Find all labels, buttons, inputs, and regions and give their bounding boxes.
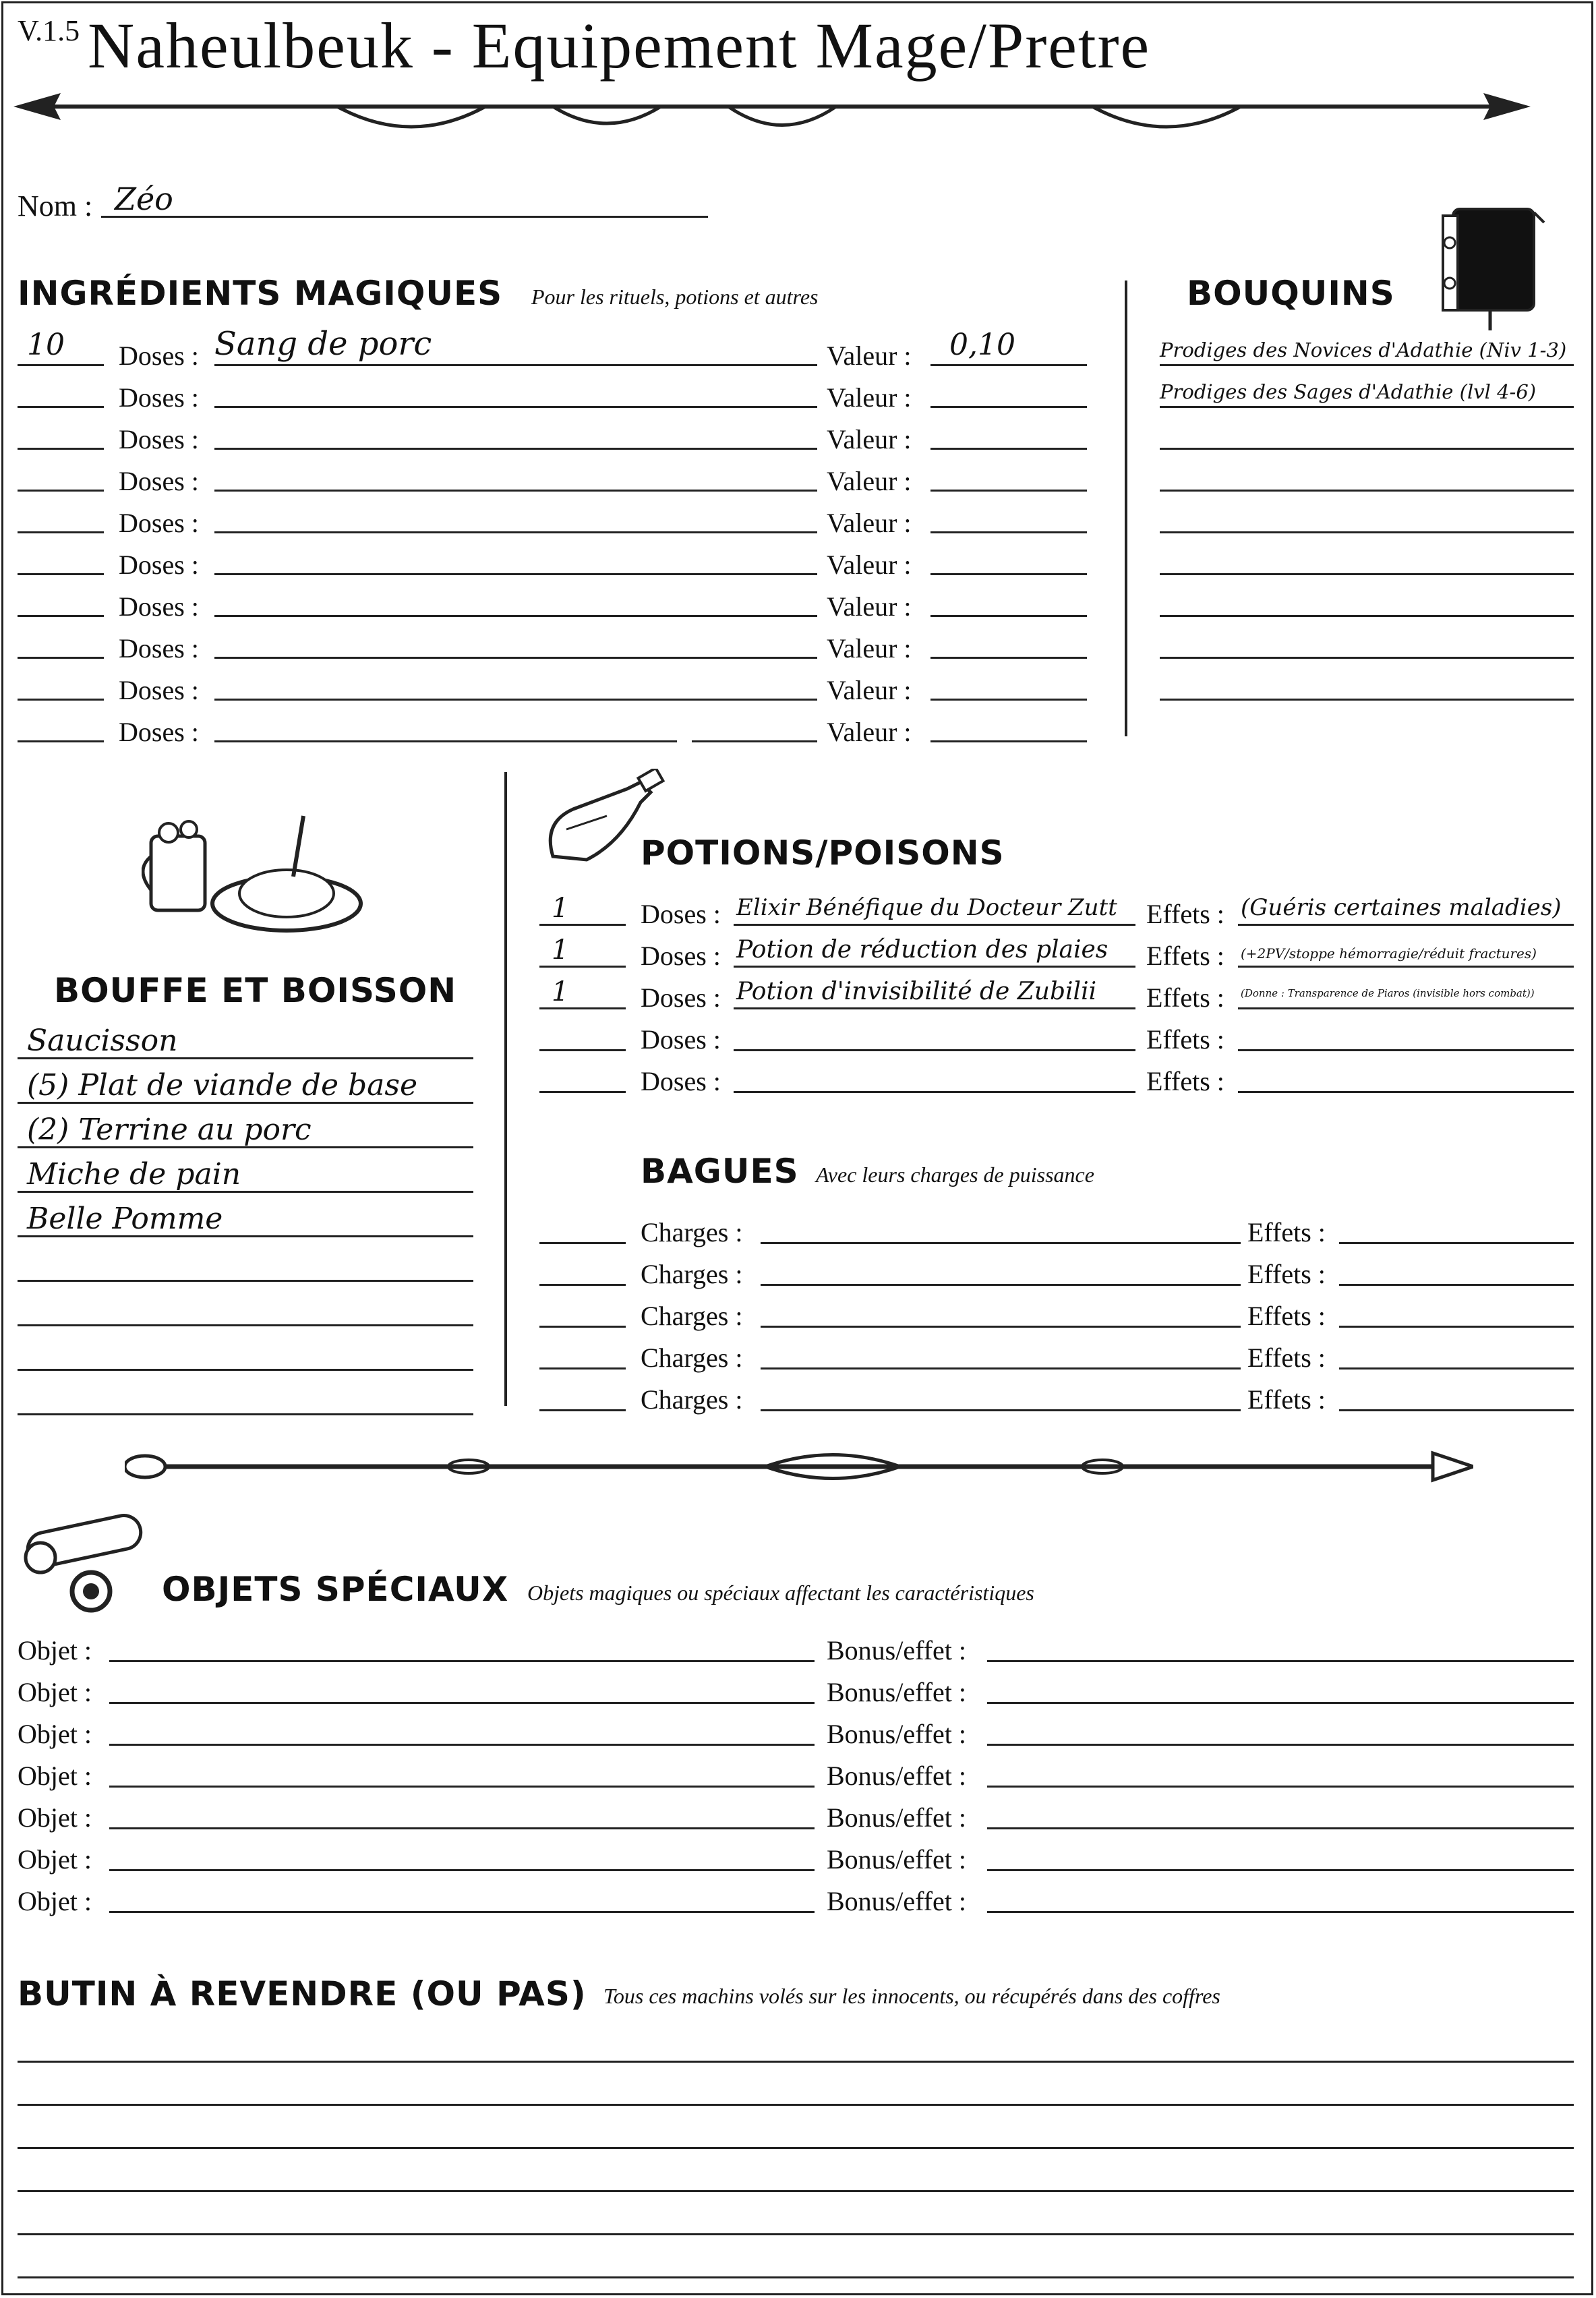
- ring-effect-field[interactable]: [1339, 1367, 1574, 1369]
- name-label: Nom :: [18, 189, 93, 223]
- spellbook-icon: [1436, 196, 1551, 330]
- potion-doses-label: Doses :: [641, 941, 721, 971]
- ingredient-value-field[interactable]: [930, 364, 1087, 366]
- object-field[interactable]: [109, 1827, 815, 1829]
- bonus-label: Bonus/effet :: [827, 1844, 967, 1875]
- book-line[interactable]: [1160, 490, 1574, 492]
- ingredient-doses-label: Doses :: [119, 633, 199, 664]
- potion-name-value[interactable]: Potion de réduction des plaies: [736, 936, 1109, 964]
- ingredient-name-field[interactable]: [214, 573, 817, 575]
- object-field[interactable]: [109, 1786, 815, 1788]
- ingredient-qty-value[interactable]: 10: [27, 328, 65, 362]
- potion-effect-value[interactable]: (+2PV/stoppe hémorragie/réduit fractures): [1241, 945, 1537, 962]
- ingredient-qty-field[interactable]: [18, 657, 104, 659]
- bonus-label: Bonus/effet :: [827, 1635, 967, 1666]
- object-label: Objet :: [18, 1677, 92, 1707]
- object-field[interactable]: [109, 1911, 815, 1913]
- ingredient-name-field[interactable]: [214, 699, 817, 701]
- ring-charges-label: Charges :: [641, 1301, 743, 1331]
- ingredient-qty-field[interactable]: [18, 531, 104, 533]
- potion-qty-value[interactable]: 1: [552, 893, 569, 924]
- object-label: Objet :: [18, 1886, 92, 1916]
- ingredient-value-field[interactable]: [930, 573, 1087, 575]
- ring-effect-field[interactable]: [1339, 1326, 1574, 1328]
- ingredient-value-field[interactable]: [930, 406, 1087, 408]
- ingredient-doses-label: Doses :: [119, 382, 199, 413]
- ring-effects-label: Effets :: [1247, 1259, 1326, 1289]
- object-label: Objet :: [18, 1761, 92, 1791]
- potion-doses-label: Doses :: [641, 1024, 721, 1055]
- ingredient-qty-field[interactable]: [18, 615, 104, 617]
- ring-effects-label: Effets :: [1247, 1384, 1326, 1415]
- potion-effects-label: Effets :: [1146, 1066, 1224, 1096]
- book-line[interactable]: [1160, 615, 1574, 617]
- ingredient-doses-label: Doses :: [119, 466, 199, 496]
- ingredient-value-label: Valeur :: [827, 382, 912, 413]
- potion-qty-field[interactable]: [539, 966, 626, 968]
- ingredient-doses-label: Doses :: [119, 675, 199, 705]
- ring-charges-label: Charges :: [641, 1217, 743, 1247]
- ingredient-name-value[interactable]: Sang de porc: [214, 325, 432, 363]
- ingredient-name-field[interactable]: [214, 740, 677, 742]
- ingredients-subtitle: Pour les rituels, potions et autres: [531, 285, 819, 309]
- ingredient-qty-field[interactable]: [18, 573, 104, 575]
- potion-doses-label: Doses :: [641, 1066, 721, 1096]
- food-line[interactable]: [18, 1280, 473, 1282]
- ingredient-value-label: Valeur :: [827, 508, 912, 538]
- ring-qty-field[interactable]: [539, 1242, 626, 1244]
- page-title: Naheulbeuk - Equipement Mage/Pretre: [88, 9, 1151, 82]
- book-line[interactable]: [1160, 573, 1574, 575]
- book-line[interactable]: [1160, 406, 1574, 408]
- potion-name-value[interactable]: Elixir Bénéfique du Docteur Zutt: [736, 894, 1117, 921]
- potion-name-field[interactable]: [734, 1049, 1135, 1051]
- food-item[interactable]: (5) Plat de viande de base: [27, 1068, 417, 1102]
- potion-effect-field[interactable]: [1238, 966, 1574, 968]
- version-label: V.1.5: [18, 14, 80, 47]
- potion-effect-value[interactable]: (Donne : Transparence de Piaros (invisible hors combat)): [1241, 987, 1535, 999]
- book-line[interactable]: [1160, 364, 1574, 366]
- ingredient-value-label: Valeur :: [827, 341, 912, 371]
- object-field[interactable]: [109, 1744, 815, 1746]
- ring-qty-field[interactable]: [539, 1409, 626, 1411]
- potion-doses-label: Doses :: [641, 982, 721, 1013]
- food-line[interactable]: [18, 1324, 473, 1326]
- bonus-label: Bonus/effet :: [827, 1677, 967, 1707]
- special-title: OBJETS SPÉCIAUX: [162, 1570, 509, 1609]
- ingredient-doses-label: Doses :: [119, 591, 199, 622]
- potion-qty-field[interactable]: [539, 1007, 626, 1009]
- ring-effects-label: Effets :: [1247, 1217, 1326, 1247]
- book-line[interactable]: [1160, 531, 1574, 533]
- name-value[interactable]: Zéo: [115, 181, 173, 217]
- ring-charges-label: Charges :: [641, 1384, 743, 1415]
- food-item[interactable]: Belle Pomme: [27, 1202, 223, 1236]
- ring-charges-label: Charges :: [641, 1259, 743, 1289]
- potion-name-field[interactable]: [734, 1091, 1135, 1093]
- food-line[interactable]: [18, 1413, 473, 1415]
- ingredient-name-field[interactable]: [214, 448, 817, 450]
- potion-effects-label: Effets :: [1146, 941, 1224, 971]
- ingredient-value-field[interactable]: [930, 490, 1087, 492]
- potion-qty-value[interactable]: 1: [552, 976, 569, 1007]
- name-field-line[interactable]: [101, 216, 708, 218]
- ring-charges-label: Charges :: [641, 1343, 743, 1373]
- ingredient-value-label: Valeur :: [827, 466, 912, 496]
- ingredient-doses-label: Doses :: [119, 424, 199, 454]
- ingredient-qty-field[interactable]: [18, 448, 104, 450]
- potion-qty-field[interactable]: [539, 1091, 626, 1093]
- potion-doses-label: Doses :: [641, 899, 721, 929]
- ingredient-qty-field[interactable]: [18, 699, 104, 701]
- loot-line[interactable]: [18, 2233, 1574, 2235]
- ingredient-value-label: Valeur :: [827, 675, 912, 705]
- food-title: BOUFFE ET BOISSON: [54, 971, 457, 1010]
- ring-effects-label: Effets :: [1247, 1343, 1326, 1373]
- ring-charges-field[interactable]: [761, 1242, 1241, 1244]
- potion-name-field[interactable]: [734, 1007, 1135, 1009]
- ingredient-doses-label: Doses :: [119, 508, 199, 538]
- bonus-field[interactable]: [987, 1786, 1574, 1788]
- ingredient-value-field[interactable]: [930, 531, 1087, 533]
- ingredient-value-field[interactable]: [930, 615, 1087, 617]
- potion-name-value[interactable]: Potion d'invisibilité de Zubilii: [736, 978, 1097, 1005]
- bonus-label: Bonus/effet :: [827, 1761, 967, 1791]
- object-field[interactable]: [109, 1702, 815, 1704]
- loot-title: BUTIN À REVENDRE (OU PAS): [18, 1974, 587, 2013]
- ingredient-value-value[interactable]: 0,10: [949, 328, 1015, 362]
- ingredient-doses-label: Doses :: [119, 717, 199, 747]
- potion-qty-field[interactable]: [539, 924, 626, 926]
- ingredient-doses-label: Doses :: [119, 550, 199, 580]
- object-field[interactable]: [109, 1869, 815, 1871]
- loot-line[interactable]: [18, 2061, 1574, 2063]
- book-line[interactable]: [1160, 699, 1574, 701]
- ring-qty-field[interactable]: [539, 1326, 626, 1328]
- ring-charges-field[interactable]: [761, 1284, 1241, 1286]
- potion-effect-field[interactable]: [1238, 924, 1574, 926]
- ingredient-value-label: Valeur :: [827, 424, 912, 454]
- ring-effect-field[interactable]: [1339, 1242, 1574, 1244]
- food-drink-icon: [142, 802, 371, 937]
- object-label: Objet :: [18, 1719, 92, 1749]
- food-line[interactable]: [18, 1369, 473, 1371]
- ingredient-name-field[interactable]: [214, 657, 817, 659]
- loot-line[interactable]: [18, 2190, 1574, 2192]
- food-item[interactable]: Miche de pain: [27, 1157, 241, 1191]
- staff-divider-icon: [125, 1443, 1473, 1497]
- bonus-label: Bonus/effet :: [827, 1719, 967, 1749]
- potion-effects-label: Effets :: [1146, 899, 1224, 929]
- object-label: Objet :: [18, 1635, 92, 1666]
- potion-effect-field[interactable]: [1238, 1049, 1574, 1051]
- bonus-label: Bonus/effet :: [827, 1802, 967, 1833]
- ring-effects-label: Effets :: [1247, 1301, 1326, 1331]
- ingredients-title: INGRÉDIENTS MAGIQUES: [18, 274, 503, 313]
- bonus-label: Bonus/effet :: [827, 1886, 967, 1916]
- ingredient-name-field[interactable]: [214, 615, 817, 617]
- scroll-ring-icon: [13, 1510, 162, 1625]
- ring-charges-field[interactable]: [761, 1409, 1241, 1411]
- bonus-field[interactable]: [987, 1660, 1574, 1662]
- ring-qty-field[interactable]: [539, 1367, 626, 1369]
- rings-title: BAGUES: [641, 1152, 799, 1191]
- potion-effect-field[interactable]: [1238, 1007, 1574, 1009]
- ingredient-value-label: Valeur :: [827, 550, 912, 580]
- ring-charges-field[interactable]: [761, 1326, 1241, 1328]
- object-label: Objet :: [18, 1844, 92, 1875]
- potion-name-field[interactable]: [734, 966, 1135, 968]
- bonus-field[interactable]: [987, 1702, 1574, 1704]
- potion-name-field[interactable]: [734, 924, 1135, 926]
- spear-divider-icon: [13, 86, 1531, 147]
- potions-title: POTIONS/POISONS: [641, 833, 1005, 873]
- bonus-field[interactable]: [987, 1911, 1574, 1913]
- ingredient-value-label: Valeur :: [827, 633, 912, 664]
- food-potions-divider: [504, 772, 507, 1406]
- book-line[interactable]: [1160, 657, 1574, 659]
- ring-charges-field[interactable]: [761, 1367, 1241, 1369]
- bonus-field[interactable]: [987, 1869, 1574, 1871]
- ingredient-value-field[interactable]: [930, 740, 1087, 742]
- potion-effects-label: Effets :: [1146, 982, 1224, 1013]
- book-title[interactable]: Prodiges des Novices d'Adathie (Niv 1-3): [1160, 338, 1567, 361]
- bonus-field[interactable]: [987, 1744, 1574, 1746]
- loot-line[interactable]: [18, 2104, 1574, 2106]
- loot-line[interactable]: [18, 2276, 1574, 2278]
- object-label: Objet :: [18, 1802, 92, 1833]
- ingredient-name-field[interactable]: [214, 364, 817, 366]
- ingredient-value-label: Valeur :: [827, 717, 912, 747]
- ingredient-name-field[interactable]: [214, 531, 817, 533]
- ingredient-qty-field[interactable]: [18, 490, 104, 492]
- book-title[interactable]: Prodiges des Sages d'Adathie (lvl 4-6): [1160, 380, 1537, 403]
- ingredient-name-field-extra[interactable]: [692, 740, 817, 742]
- loot-line[interactable]: [18, 2147, 1574, 2149]
- ingredient-value-field[interactable]: [930, 657, 1087, 659]
- ingredient-qty-field[interactable]: [18, 740, 104, 742]
- ingredient-qty-field[interactable]: [18, 406, 104, 408]
- potion-effect-field[interactable]: [1238, 1091, 1574, 1093]
- ingredient-qty-field[interactable]: [18, 364, 104, 366]
- potion-qty-value[interactable]: 1: [552, 935, 569, 966]
- food-item[interactable]: Saucisson: [27, 1024, 178, 1058]
- rings-subtitle: Avec leurs charges de puissance: [816, 1162, 1094, 1187]
- ring-effect-field[interactable]: [1339, 1284, 1574, 1286]
- books-title: BOUQUINS: [1187, 274, 1395, 313]
- ingredient-value-field[interactable]: [930, 699, 1087, 701]
- bonus-field[interactable]: [987, 1827, 1574, 1829]
- ingredient-value-label: Valeur :: [827, 591, 912, 622]
- potion-effects-label: Effets :: [1146, 1024, 1224, 1055]
- object-field[interactable]: [109, 1660, 815, 1662]
- book-line[interactable]: [1160, 448, 1574, 450]
- ingredients-books-divider: [1125, 281, 1127, 736]
- ring-effect-field[interactable]: [1339, 1409, 1574, 1411]
- loot-subtitle: Tous ces machins volés sur les innocents, ou récupérés dans des coffres: [603, 1984, 1220, 2008]
- ingredient-value-field[interactable]: [930, 448, 1087, 450]
- food-item[interactable]: (2) Terrine au porc: [27, 1113, 312, 1147]
- ring-qty-field[interactable]: [539, 1284, 626, 1286]
- potion-effect-value[interactable]: (Guéris certaines maladies): [1241, 894, 1562, 921]
- potion-qty-field[interactable]: [539, 1049, 626, 1051]
- ingredient-name-field[interactable]: [214, 406, 817, 408]
- ingredient-name-field[interactable]: [214, 490, 817, 492]
- special-subtitle: Objets magiques ou spéciaux affectant les caractéristiques: [527, 1581, 1034, 1605]
- ingredient-doses-label: Doses :: [119, 341, 199, 371]
